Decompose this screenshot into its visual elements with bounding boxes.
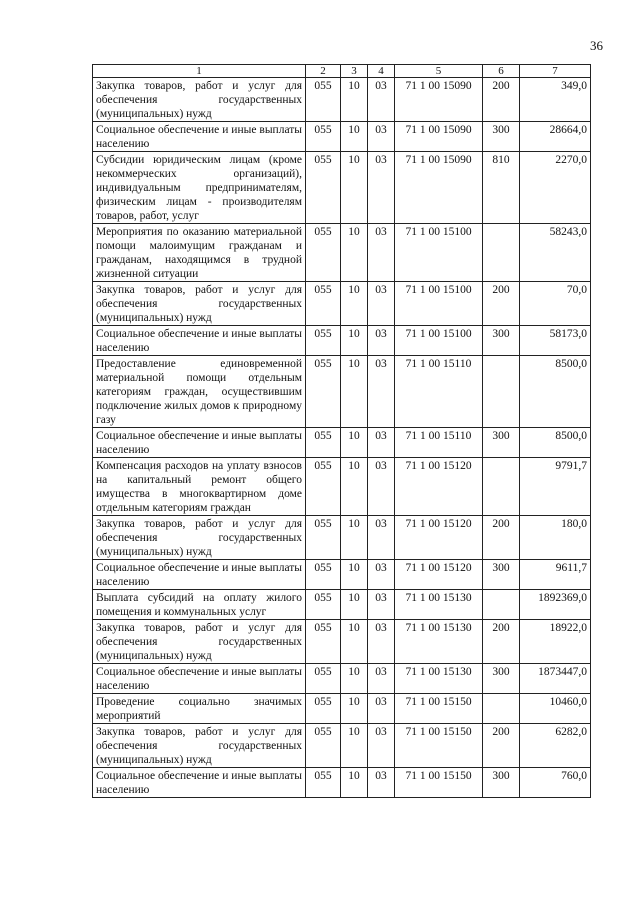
section-code-cell: 10	[341, 664, 368, 694]
amount-cell: 8500,0	[520, 428, 591, 458]
ministry-code-cell: 055	[306, 694, 341, 724]
section-code-cell: 10	[341, 694, 368, 724]
expense-name-cell: Предоставление единовременной материальной помощи отдельным категориям граждан, осуществившим подключение жилых домов к природному газу	[93, 356, 306, 428]
expense-type-cell: 200	[483, 516, 520, 560]
target-article-cell: 71 1 00 15130	[395, 590, 483, 620]
amount-cell: 6282,0	[520, 724, 591, 768]
ministry-code-cell: 055	[306, 516, 341, 560]
header-cell: 2	[306, 65, 341, 78]
expense-name-cell: Компенсация расходов на уплату взносов на капитальный ремонт общего имущества в многоквартирном доме отдельным категориям граждан	[93, 458, 306, 516]
table-row	[93, 428, 591, 458]
ministry-code-cell: 055	[306, 560, 341, 590]
section-code-cell: 10	[341, 458, 368, 516]
table-row	[93, 590, 591, 620]
expense-type-cell	[483, 224, 520, 282]
subsection-code-cell: 03	[368, 664, 395, 694]
amount-cell: 2270,0	[520, 152, 591, 224]
section-code-cell: 10	[341, 282, 368, 326]
amount-cell: 1873447,0	[520, 664, 591, 694]
amount-cell: 28664,0	[520, 122, 591, 152]
expense-name-cell: Субсидии юридическим лицам (кроме некоммерческих организаций), индивидуальным предпринимателям, физическим лицам - производителям товаров, работ, услуг	[93, 152, 306, 224]
expense-type-cell: 810	[483, 152, 520, 224]
subsection-code-cell: 03	[368, 428, 395, 458]
expense-name-cell: Социальное обеспечение и иные выплаты населению	[93, 560, 306, 590]
expense-type-cell: 300	[483, 768, 520, 798]
page-number: 36	[590, 38, 603, 53]
target-article-cell: 71 1 00 15110	[395, 428, 483, 458]
ministry-code-cell: 055	[306, 590, 341, 620]
section-code-cell: 10	[341, 590, 368, 620]
target-article-cell: 71 1 00 15110	[395, 356, 483, 428]
expense-type-cell: 200	[483, 282, 520, 326]
section-code-cell: 10	[341, 560, 368, 590]
ministry-code-cell: 055	[306, 620, 341, 664]
table-row	[93, 224, 591, 282]
ministry-code-cell: 055	[306, 768, 341, 798]
amount-cell: 58173,0	[520, 326, 591, 356]
amount-cell: 18922,0	[520, 620, 591, 664]
table-row	[93, 326, 591, 356]
ministry-code-cell: 055	[306, 282, 341, 326]
expense-name-cell: Закупка товаров, работ и услуг для обеспечения государственных (муниципальных) нужд	[93, 620, 306, 664]
target-article-cell: 71 1 00 15090	[395, 78, 483, 122]
header-cell: 3	[341, 65, 368, 78]
subsection-code-cell: 03	[368, 516, 395, 560]
table-row	[93, 122, 591, 152]
subsection-code-cell: 03	[368, 590, 395, 620]
expense-type-cell	[483, 458, 520, 516]
section-code-cell: 10	[341, 152, 368, 224]
expense-type-cell: 300	[483, 122, 520, 152]
ministry-code-cell: 055	[306, 724, 341, 768]
subsection-code-cell: 03	[368, 224, 395, 282]
section-code-cell: 10	[341, 428, 368, 458]
ministry-code-cell: 055	[306, 326, 341, 356]
subsection-code-cell: 03	[368, 78, 395, 122]
amount-cell: 349,0	[520, 78, 591, 122]
amount-cell: 70,0	[520, 282, 591, 326]
target-article-cell: 71 1 00 15150	[395, 694, 483, 724]
expense-type-cell: 300	[483, 428, 520, 458]
expense-name-cell: Проведение социально значимых мероприятий	[93, 694, 306, 724]
target-article-cell: 71 1 00 15130	[395, 620, 483, 664]
target-article-cell: 71 1 00 15120	[395, 516, 483, 560]
header-cell: 6	[483, 65, 520, 78]
subsection-code-cell: 03	[368, 694, 395, 724]
ministry-code-cell: 055	[306, 458, 341, 516]
ministry-code-cell: 055	[306, 78, 341, 122]
section-code-cell: 10	[341, 516, 368, 560]
section-code-cell: 10	[341, 224, 368, 282]
subsection-code-cell: 03	[368, 282, 395, 326]
expense-type-cell	[483, 356, 520, 428]
amount-cell: 9611,7	[520, 560, 591, 590]
subsection-code-cell: 03	[368, 326, 395, 356]
table-row	[93, 768, 591, 798]
target-article-cell: 71 1 00 15100	[395, 282, 483, 326]
table-row	[93, 78, 591, 122]
expense-name-cell: Закупка товаров, работ и услуг для обеспечения государственных (муниципальных) нужд	[93, 516, 306, 560]
section-code-cell: 10	[341, 326, 368, 356]
expense-name-cell: Социальное обеспечение и иные выплаты населению	[93, 326, 306, 356]
expense-name-cell: Закупка товаров, работ и услуг для обеспечения государственных (муниципальных) нужд	[93, 724, 306, 768]
target-article-cell: 71 1 00 15100	[395, 224, 483, 282]
subsection-code-cell: 03	[368, 768, 395, 798]
header-cell: 7	[520, 65, 591, 78]
expense-type-cell: 300	[483, 664, 520, 694]
target-article-cell: 71 1 00 15090	[395, 122, 483, 152]
header-cell: 5	[395, 65, 483, 78]
amount-cell: 1892369,0	[520, 590, 591, 620]
ministry-code-cell: 055	[306, 428, 341, 458]
section-code-cell: 10	[341, 356, 368, 428]
subsection-code-cell: 03	[368, 724, 395, 768]
amount-cell: 58243,0	[520, 224, 591, 282]
expense-type-cell: 300	[483, 560, 520, 590]
ministry-code-cell: 055	[306, 152, 341, 224]
table-row	[93, 282, 591, 326]
ministry-code-cell: 055	[306, 664, 341, 694]
expense-type-cell	[483, 694, 520, 724]
expense-name-cell: Социальное обеспечение и иные выплаты населению	[93, 664, 306, 694]
table-row	[93, 694, 591, 724]
expense-name-cell: Закупка товаров, работ и услуг для обеспечения государственных (муниципальных) нужд	[93, 78, 306, 122]
table-row	[93, 664, 591, 694]
expense-type-cell	[483, 590, 520, 620]
ministry-code-cell: 055	[306, 356, 341, 428]
table-row	[93, 516, 591, 560]
table-row	[93, 152, 591, 224]
section-code-cell: 10	[341, 768, 368, 798]
subsection-code-cell: 03	[368, 560, 395, 590]
expense-type-cell: 200	[483, 724, 520, 768]
header-cell: 1	[93, 65, 306, 78]
budget-table	[92, 64, 591, 798]
header-cell: 4	[368, 65, 395, 78]
section-code-cell: 10	[341, 122, 368, 152]
target-article-cell: 71 1 00 15120	[395, 458, 483, 516]
table-row	[93, 560, 591, 590]
table-row	[93, 724, 591, 768]
amount-cell: 10460,0	[520, 694, 591, 724]
expense-name-cell: Социальное обеспечение и иные выплаты населению	[93, 428, 306, 458]
expense-type-cell: 200	[483, 78, 520, 122]
ministry-code-cell: 055	[306, 122, 341, 152]
expense-name-cell: Закупка товаров, работ и услуг для обеспечения государственных (муниципальных) нужд	[93, 282, 306, 326]
expense-type-cell: 300	[483, 326, 520, 356]
subsection-code-cell: 03	[368, 122, 395, 152]
table-header-row	[93, 65, 591, 78]
target-article-cell: 71 1 00 15090	[395, 152, 483, 224]
target-article-cell: 71 1 00 15150	[395, 768, 483, 798]
target-article-cell: 71 1 00 15100	[395, 326, 483, 356]
amount-cell: 180,0	[520, 516, 591, 560]
section-code-cell: 10	[341, 620, 368, 664]
expense-type-cell: 200	[483, 620, 520, 664]
subsection-code-cell: 03	[368, 620, 395, 664]
target-article-cell: 71 1 00 15120	[395, 560, 483, 590]
ministry-code-cell: 055	[306, 224, 341, 282]
amount-cell: 8500,0	[520, 356, 591, 428]
subsection-code-cell: 03	[368, 458, 395, 516]
expense-name-cell: Мероприятия по оказанию материальной помощи малоимущим гражданам и гражданам, находящимся в трудной жизненной ситуации	[93, 224, 306, 282]
expense-name-cell: Социальное обеспечение и иные выплаты населению	[93, 768, 306, 798]
subsection-code-cell: 03	[368, 152, 395, 224]
target-article-cell: 71 1 00 15130	[395, 664, 483, 694]
amount-cell: 9791,7	[520, 458, 591, 516]
expense-name-cell: Социальное обеспечение и иные выплаты населению	[93, 122, 306, 152]
expense-name-cell: Выплата субсидий на оплату жилого помещения и коммунальных услуг	[93, 590, 306, 620]
subsection-code-cell: 03	[368, 356, 395, 428]
table-row	[93, 356, 591, 428]
table-row	[93, 458, 591, 516]
section-code-cell: 10	[341, 724, 368, 768]
table-row	[93, 620, 591, 664]
section-code-cell: 10	[341, 78, 368, 122]
target-article-cell: 71 1 00 15150	[395, 724, 483, 768]
amount-cell: 760,0	[520, 768, 591, 798]
